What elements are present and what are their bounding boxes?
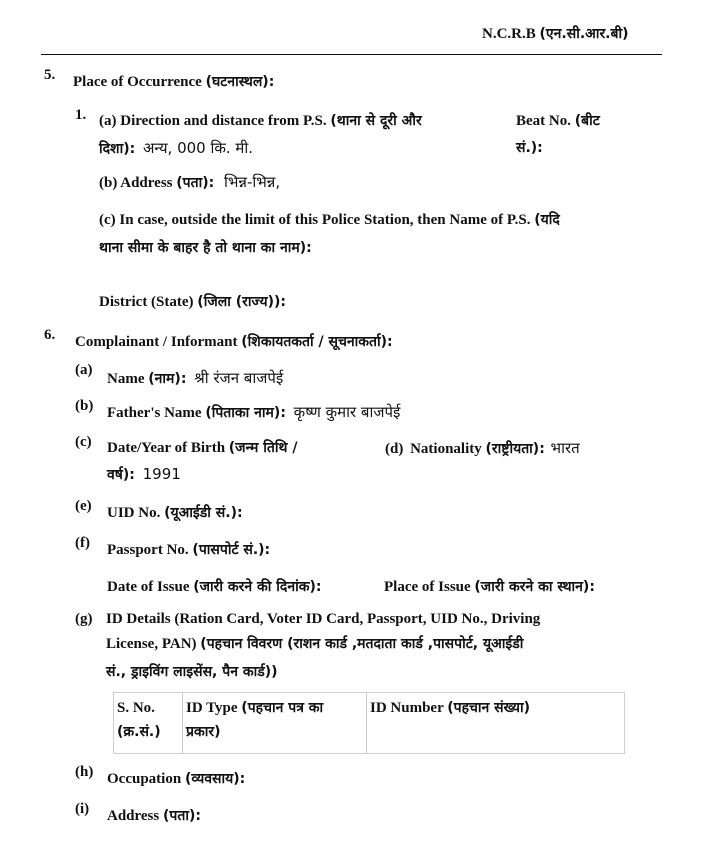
item-h-key: (h): [75, 764, 94, 780]
section-5-title: Place of Occurrence (घटनास्थल):: [73, 74, 275, 90]
date-of-birth-line2: वर्ष): 1991: [107, 465, 181, 483]
section-5-item-number: 1.: [75, 107, 87, 123]
header-title: N.C.R.B: [482, 26, 536, 42]
outside-ps-label-line2: थाना सीमा के बाहर है तो थाना का नाम):: [99, 240, 312, 256]
direction-distance-value: अन्य, 000 कि. मी.: [142, 139, 254, 157]
table-header-id-type: ID Type (पहचान पत्र का प्रकार): [183, 693, 367, 754]
item-f-key: (f): [75, 535, 90, 551]
nationality-label: (d) Nationality (राष्ट्रीयता): भारत: [385, 439, 580, 457]
fathers-name-value: कृष्ण कुमार बाजपेई: [293, 403, 401, 421]
fathers-name-label: Father's Name (पिताका नाम): कृष्ण कुमार बाजपेई: [107, 403, 401, 421]
name-label: Name (नाम): श्री रंजन बाजपेई: [107, 369, 284, 387]
nationality-value: भारत: [550, 439, 580, 457]
address-label: (b) Address (पता): भिन्न-भिन्न,: [99, 173, 281, 191]
uid-number-label: UID No. (यूआईडी सं.):: [107, 505, 243, 521]
occupation-label: Occupation (व्यवसाय):: [107, 771, 246, 787]
passport-number-label: Passport No. (पासपोर्ट सं.):: [107, 542, 271, 558]
id-details-table: [113, 692, 625, 754]
beat-number-label: Beat No. (बीट: [516, 113, 600, 129]
id-details-line3: सं., ड्राइविंग लाइसेंस, पैन कार्ड)): [106, 664, 278, 680]
id-details-line1: ID Details (Ration Card, Voter ID Card, Passport, UID No., Driving: [106, 611, 541, 627]
outside-ps-label: (c) In case, outside the limit of this Police Station, then Name of P.S. (यदि: [99, 212, 560, 228]
table-header-row: [114, 693, 625, 754]
district-state-label: District (State) (जिला (राज्य)):: [99, 294, 286, 310]
address-value: भिन्न-भिन्न,: [223, 173, 281, 191]
page-header: [482, 24, 629, 43]
id-details-line2: License, PAN) (पहचान विवरण (राशन कार्ड ,मतदाता कार्ड ,पासपोर्ट, यूआईडी: [106, 636, 524, 652]
direction-distance-line2: दिशा): अन्य, 000 कि. मी.: [99, 139, 254, 157]
item-i-key: (i): [75, 801, 90, 817]
date-of-birth-label: Date/Year of Birth (जन्म तिथि /: [107, 440, 298, 456]
table-header-id-number: ID Number (पहचान संख्या): [367, 693, 625, 754]
complainant-address-label: Address (पता):: [107, 808, 201, 824]
section-5-number: 5.: [44, 67, 56, 83]
date-of-birth-value: 1991: [142, 465, 181, 483]
item-a-key: (a): [75, 362, 93, 378]
item-e-key: (e): [75, 498, 92, 514]
header-divider: [41, 54, 662, 55]
section-6-title: Complainant / Informant (शिकायतकर्ता / सूचनाकर्ता):: [75, 334, 393, 350]
direction-distance-label: (a) Direction and distance from P.S. (थाना से दूरी और: [99, 113, 422, 129]
item-c-key: (c): [75, 434, 92, 450]
item-g-key: (g): [75, 611, 93, 627]
name-value: श्री रंजन बाजपेई: [194, 369, 284, 387]
section-6-number: 6.: [44, 327, 56, 343]
item-b-key: (b): [75, 398, 94, 414]
beat-number-label-line2: सं.):: [516, 140, 543, 156]
table-header-serial: S. No. (क्र.सं.): [114, 693, 183, 754]
issue-place-label: Place of Issue (जारी करने का स्थान):: [384, 579, 595, 595]
issue-date-label: Date of Issue (जारी करने की दिनांक):: [107, 579, 322, 595]
header-title-hindi: (एन.सी.आर.बी): [539, 26, 629, 42]
